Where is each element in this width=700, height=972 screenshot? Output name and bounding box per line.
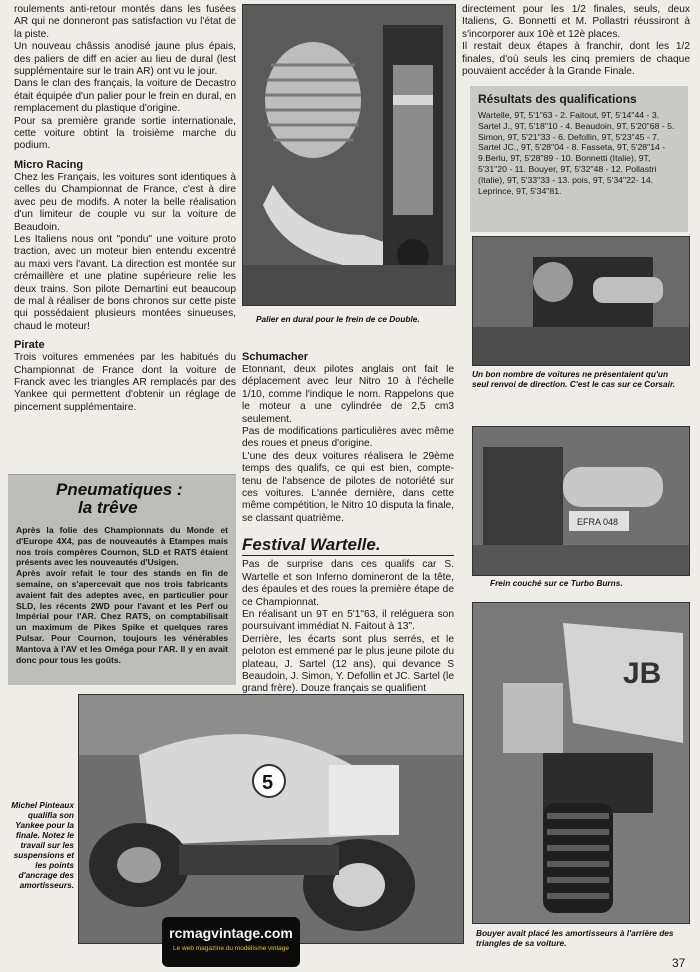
festival-heading: Festival Wartelle. (242, 535, 454, 556)
pneu-p2: Après avoir refait le tour des stands en fin de semaine, on s'apercevait que nos trois fabricants avaient fait des adeptes avec, en particulier pour SLD, les récents 2WD pour l'avant et les Perf ou Impérial pour l'AR. Chez RATS, on comptabilisait un maximum de Pikes Spike et quelques rares Pulsar. Pour Cournon, toujours les vénérables Mantova à l'AV et les Oméga pour l'AR. Il y en avait donc pour tous les goûts. (16, 568, 228, 665)
car-number: 5 (262, 772, 274, 794)
column-2 (242, 345, 454, 696)
caption-double-brake: Palier en dural pour le frein de ce Double. (256, 314, 420, 324)
schumacher-heading: Schumacher (242, 351, 309, 363)
fest-p1: Pas de surprise dans ces qualifs car S. Wartelle et son Inferno domineront de la tête, des épaules et des roues la première étape de ce Championnat. (242, 559, 454, 608)
schu-p1: Etonnant, deux pilotes anglais ont fait le déplacement avec leur Nitro 10 à l'échelle 1/10, comme l'indique le nom. Rappelons que le moteur a une cylindrée de 2,5 cm3 seulement. (242, 364, 454, 425)
pneu-p1: Après la folie des Championnats du Monde et d'Europe 4X4, pas de nouveautés à Etampes mais nos trois compères Cournon, SLD et RATS étaient présents avec les nouveautés d'Usigen. (16, 525, 228, 568)
caption-turbo-burns: Frein couché sur ce Turbo Burns. (490, 578, 623, 588)
column-3 (462, 4, 690, 78)
photo-double-brake (242, 4, 456, 306)
logo-text: rcmagvintage.com (169, 925, 293, 941)
micro-racing-heading: Micro Racing (14, 158, 84, 171)
micro-p1: Chez les Français, les voitures sont identiques à celles du Championnat de France, c'est à dire avec peu de modifs. A noter la belle réalisation d'un limiteur de couple vu sur la voiture de Beaudoin. (14, 171, 236, 233)
photo-turbo-burns (472, 426, 690, 576)
schu-p2: Pas de modifications particulières avec même des roues et pneus d'origine. (242, 426, 454, 450)
col1-p3: Dans le clan des français, la voiture de Decastro était équipée d'un palier pour le frein en dural, en remplacement du plastique d'origine. (14, 78, 236, 115)
micro-p2: Les Italiens nous ont "pondu" une voiture proto traction, avec un moteur bien entendu excentré au maxi vers l'avant. La direction est montée sur crémaillère et une platine supérieure relie les deux trains. Son pilote Demartini eut beaucoup de mal à réaliser de bons chronos sur cette piste qui possédaient plusieurs montées sinueuses, chaud le moteur! (14, 233, 236, 332)
fest-p2: En réalisant un 9T en 5'1"63, il reléguera son poursuivant immédiat N. Faitout à 13". (242, 608, 454, 633)
schu-p3: L'une des deux voitures réalisera le 29ème temps des qualifs, ce qui est bien, compte-tenu de l'absence de pilotes de notoriété sur ces voitures. L'année dernière, dans cette même compétition, le Nitro 10 disputa la finale, se classant quatrième. (242, 450, 454, 524)
engine-photo-graphic (243, 5, 455, 305)
logo-subtitle: Le web magazine du modélisme vintage (173, 945, 289, 952)
turbo-burns-photo-graphic (473, 427, 689, 575)
pirate-p1: Trois voitures emmenées par les habitués du Championnat de France dont la voiture de Franck avec les triangles AR remplacés par des Yankee qui permettent d'obtenir un réglage de pincement supplémentaire. (14, 352, 236, 413)
fuel-tank-label: EFRA 048 (577, 517, 619, 527)
caption-corsair: Un bon nombre de voitures ne présentaient qu'un seul renvoi de direction. C'est le cas sur ce Corsair. (472, 369, 676, 389)
caption-yankee: Michel Pinteaux qualifia son Yankee pour la finale. Notez le travail sur les suspensions et les points d'ancrage des amortisseurs. (11, 800, 74, 890)
corsair-photo-graphic (473, 237, 689, 365)
col3-p1: directement pour les 1/2 finales, seuls, deux Italiens, G. Bonnetti et M. Pollastri réussiront à s'incorporer aux 10è et 12è places. (462, 4, 690, 40)
yankee-photo-graphic (79, 695, 463, 943)
photo-yankee (78, 694, 464, 944)
col3-p2: Il restait deux étapes à franchir, dont les 1/2 finales, d'où seuls les cinq premiers de chaque pouvaient accéder à la Grande Finale. (462, 41, 690, 78)
results-body: Wartelle, 9T, 5'1"63 - 2. Faitout, 9T, 5'14"44 - 3. Sartel J., 9T, 5'18"10 - 4. Beaudoin, 9T, 5'20"68 - 5. Simon, 9T, 5'21"33 - 6. Defollin, 9T, 5'23"45 - 7. Sartel JC., 9T, 5'28"04 - 8. Fasseta, 9T, 5'28"14 - 9.Berlu, 9T, 5'28"89 - 10. Bonnetti (Italie), 9T, 5'31"20 - 11. Bouyer, 9T, 5'32"48 - 12. Pollastri (Italie), 9T, 5'33"33 - 13. pois, 9T, 5'34"22- 14. Leprince, 9T, 5'34"81. (478, 110, 675, 196)
rcmagvintage-logo (162, 917, 300, 967)
pneumatiques-box (8, 474, 236, 685)
page-number: 37 (672, 956, 686, 970)
results-box (470, 86, 688, 232)
results-title: Résultats des qualifications (478, 92, 637, 106)
wing-label: JB (623, 657, 662, 690)
column-1 (14, 4, 236, 414)
pneu-title-1: Pneumatiques : (56, 480, 183, 499)
pirate-heading: Pirate (14, 339, 45, 352)
caption-bouyer: Bouyer avait placé les amortisseurs à l'arrière des triangles de sa voiture. (476, 928, 674, 948)
photo-corsair (472, 236, 690, 366)
photo-bouyer (472, 602, 690, 924)
bouyer-photo-graphic (473, 603, 689, 923)
col1-intro: roulements anti-retour montés dans les fusées AR qui ne donneront pas satisfaction vu l'état de la piste. (14, 4, 236, 40)
fest-p3: Derrière, les écarts sont plus serrés, et le peloton est emmené par le plus jeune pilote du plateau, J. Sartel (12 ans), qui devance S Beaudoin, J. Simon, Y. Defollin et JC. Sartel (le grand frère). Douze français se qualifient (242, 633, 454, 695)
pneu-title-2: la trêve (78, 498, 138, 517)
col1-p2: Un nouveau châssis anodisé jaune plus épais, des paliers de diff en acier au lieu de dural (lest supplémentaire sur le train AR) ont vu le jour. (14, 41, 236, 78)
col1-p4: Pour sa première grande sortie internationale, cette voiture obtint la troisième marche du podium. (14, 115, 236, 152)
